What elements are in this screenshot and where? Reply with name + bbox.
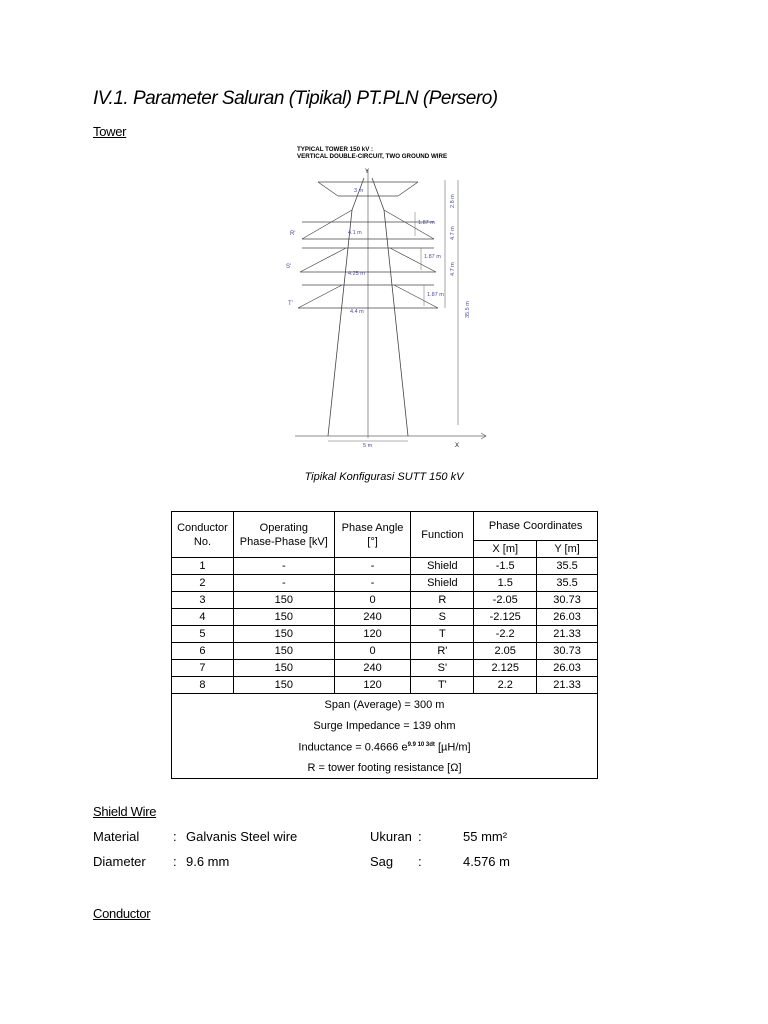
table-cell: Shield	[411, 558, 474, 575]
footer-footing: R = tower footing resistance [Ω]	[172, 757, 598, 779]
header-y: Y [m]	[537, 541, 598, 558]
tower-leg-left	[328, 210, 352, 436]
section-shield-wire: Shield Wire	[93, 804, 157, 819]
table-row	[172, 592, 598, 609]
table-cell: R	[411, 592, 474, 609]
table-cell: -2.2	[474, 626, 537, 643]
gap-2-label: 1.87 m	[424, 254, 441, 260]
phase-t-label: T'	[288, 301, 293, 307]
height-low-label: 4.7 m	[450, 262, 456, 276]
table-cell: 35.5	[537, 575, 598, 592]
table-cell: S'	[411, 660, 474, 677]
table-cell: 4	[172, 609, 234, 626]
crossarm-s-brace-l	[300, 248, 346, 272]
crossarm-t-brace-l	[298, 285, 342, 308]
header-coords: Phase Coordinates	[474, 512, 598, 541]
x-axis-label: X	[455, 443, 460, 449]
section-conductor: Conductor	[93, 906, 151, 921]
page-heading: IV.1. Parameter Saluran (Tipikal) PT.PLN (Persero)	[93, 88, 498, 109]
table-cell: 120	[334, 677, 411, 694]
table-row	[172, 660, 598, 677]
table-cell: 150	[233, 643, 334, 660]
tower-diagram	[280, 140, 500, 460]
material-value: Galvanis Steel wire	[186, 829, 298, 844]
table-cell: 3	[172, 592, 234, 609]
figure-caption: Tipikal Konfigurasi SUTT 150 kV	[304, 471, 464, 483]
height-total-label: 35.5 m	[465, 301, 471, 318]
y-axis-label: Y	[365, 169, 370, 175]
ukuran-colon: :	[418, 829, 422, 844]
section-tower: Tower	[93, 124, 127, 139]
table-cell: 0	[334, 592, 411, 609]
tower-leg-right	[384, 210, 408, 436]
header-x: X [m]	[474, 541, 537, 558]
diameter-label: Diameter	[93, 854, 146, 869]
width-s-label: 4.25 m	[348, 271, 365, 277]
table-cell: -2.05	[474, 592, 537, 609]
phase-s-label: S'	[286, 264, 292, 270]
footer-span: Span (Average) = 300 m	[172, 694, 598, 716]
table-cell: -2.125	[474, 609, 537, 626]
table-cell: 35.5	[537, 558, 598, 575]
crossarm-s-brace-r	[390, 248, 436, 272]
table-cell: 5	[172, 626, 234, 643]
table-cell: -	[233, 575, 334, 592]
table-cell: 30.73	[537, 643, 598, 660]
footer-surge: Surge Impedance = 139 ohm	[172, 715, 598, 736]
table-cell: 150	[233, 592, 334, 609]
header-operating: Operating Phase-Phase [kV]	[233, 512, 334, 558]
sag-colon: :	[418, 854, 422, 869]
table-cell: 26.03	[537, 609, 598, 626]
table-cell: 1.5	[474, 575, 537, 592]
ukuran-value: 55 mm²	[463, 829, 508, 844]
table-cell: -	[334, 558, 411, 575]
table-row	[172, 643, 598, 660]
table-cell: 2.05	[474, 643, 537, 660]
table-cell: T'	[411, 677, 474, 694]
sag-value: 4.576 m	[463, 854, 510, 869]
table-cell: S	[411, 609, 474, 626]
table-cell: 7	[172, 660, 234, 677]
table-cell: -	[334, 575, 411, 592]
table-cell: 2.2	[474, 677, 537, 694]
width-top-label: 3 m	[354, 188, 364, 194]
material-label: Material	[93, 829, 140, 844]
diameter-colon: :	[173, 854, 177, 869]
table-row	[172, 609, 598, 626]
gap-1-label: 1.87 m	[418, 220, 435, 226]
table-row	[172, 677, 598, 694]
footer-inductance: Inductance = 0.4666 $e^{9.9 10 3dt}$ [µH/m]	[172, 736, 598, 757]
crossarm-r-brace-l	[302, 210, 352, 239]
height-mid-label: 4.7 m	[450, 226, 456, 240]
diagram-header-1: TYPICAL TOWER 150 kV :	[297, 146, 374, 153]
width-t-label: 4.4 m	[350, 309, 364, 315]
table-cell: Shield	[411, 575, 474, 592]
diagram-header-2: VERTICAL DOUBLE-CIRCUIT, TWO GROUND WIRE	[297, 153, 448, 160]
table-cell: 120	[334, 626, 411, 643]
table-cell: R'	[411, 643, 474, 660]
table-cell: -1.5	[474, 558, 537, 575]
table-cell: 21.33	[537, 677, 598, 694]
table-row	[172, 558, 598, 575]
table-cell: 0	[334, 643, 411, 660]
table-cell: 1	[172, 558, 234, 575]
height-top-label: 2.8 m	[450, 194, 456, 208]
width-r-label: 4.1 m	[348, 230, 362, 236]
phase-r-label: R'	[290, 231, 296, 237]
phase-coordinates-table	[171, 511, 598, 779]
table-cell: 240	[334, 609, 411, 626]
header-angle: Phase Angle [°]	[334, 512, 411, 558]
table-cell: 240	[334, 660, 411, 677]
table-cell: 26.03	[537, 660, 598, 677]
material-colon: :	[173, 829, 177, 844]
table-cell: 150	[233, 626, 334, 643]
table-cell: -	[233, 558, 334, 575]
header-function: Function	[411, 512, 474, 558]
table-cell: 150	[233, 660, 334, 677]
diameter-value: 9.6 mm	[186, 854, 230, 869]
table-cell: T	[411, 626, 474, 643]
header-conductor: Conductor No.	[172, 512, 234, 558]
tower-top-right	[372, 178, 384, 210]
table-cell: 6	[172, 643, 234, 660]
table-cell: 21.33	[537, 626, 598, 643]
ukuran-label: Ukuran	[370, 829, 412, 844]
crossarm-top-brace-l	[318, 182, 338, 196]
table-cell: 150	[233, 677, 334, 694]
sag-label: Sag	[370, 854, 394, 869]
tower-top-left	[352, 178, 364, 210]
gap-3-label: 1.87 m	[427, 292, 444, 298]
width-base-label: 5 m	[363, 443, 373, 449]
crossarm-top-brace-r	[398, 182, 418, 196]
table-row	[172, 575, 598, 592]
table-cell: 2	[172, 575, 234, 592]
table-cell: 30.73	[537, 592, 598, 609]
table-cell: 2.125	[474, 660, 537, 677]
table-cell: 150	[233, 609, 334, 626]
table-cell: 8	[172, 677, 234, 694]
table-row	[172, 626, 598, 643]
